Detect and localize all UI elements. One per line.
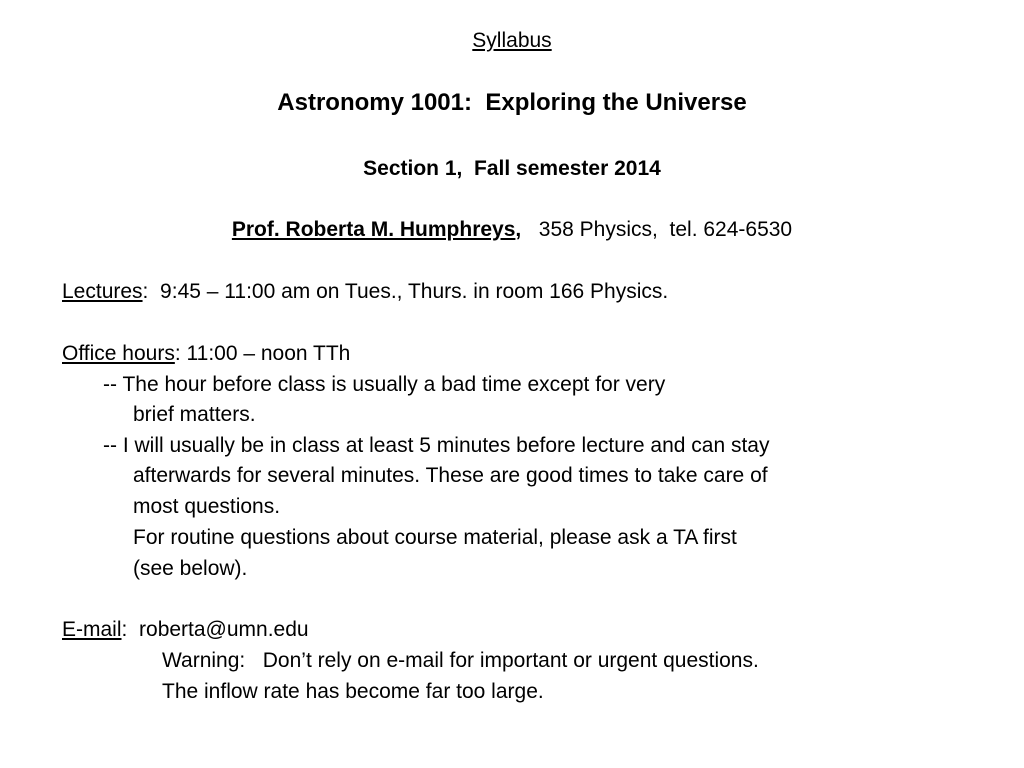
syllabus-heading: Syllabus	[472, 29, 552, 52]
lectures-label: Lectures	[62, 280, 143, 303]
office-note-line: most questions.	[133, 495, 281, 518]
office-note-line: -- I will usually be in class at least 5 minutes before lecture and can stay	[103, 434, 770, 457]
section-info: Section 1, Fall semester 2014	[363, 157, 661, 180]
email-warning-line: The inflow rate has become far too large.	[162, 680, 544, 703]
office-note-line: brief matters.	[133, 403, 256, 426]
lectures-text: : 9:45 – 11:00 am on Tues., Thurs. in room 166 Physics.	[142, 280, 669, 303]
office-note-line: afterwards for several minutes. These are good times to take care of	[133, 464, 768, 487]
email-warning-line: Warning: Don’t rely on e-mail for important or urgent questions.	[162, 649, 759, 672]
course-title: Astronomy 1001: Exploring the Universe	[277, 89, 747, 116]
office-hours-text: : 11:00 – noon TTh	[174, 342, 351, 365]
office-hours-line	[62, 343, 350, 364]
office-note-line: For routine questions about course material, please ask a TA first	[133, 526, 737, 549]
office-hours-label: Office hours	[62, 342, 175, 365]
email-label: E-mail	[62, 618, 122, 641]
professor-office: 358 Physics, tel. 624-6530	[538, 218, 793, 241]
email-line	[62, 619, 309, 640]
lectures-line	[62, 281, 668, 302]
professor-line	[0, 219, 1024, 240]
office-note-line: -- The hour before class is usually a bad time except for very	[103, 373, 666, 396]
email-text: : roberta@umn.edu	[121, 618, 309, 641]
professor-office-spacer	[521, 218, 539, 241]
professor-comma: ,	[515, 218, 522, 241]
professor-name: Prof. Roberta M. Humphreys	[231, 218, 516, 241]
office-note-line: (see below).	[133, 557, 248, 580]
